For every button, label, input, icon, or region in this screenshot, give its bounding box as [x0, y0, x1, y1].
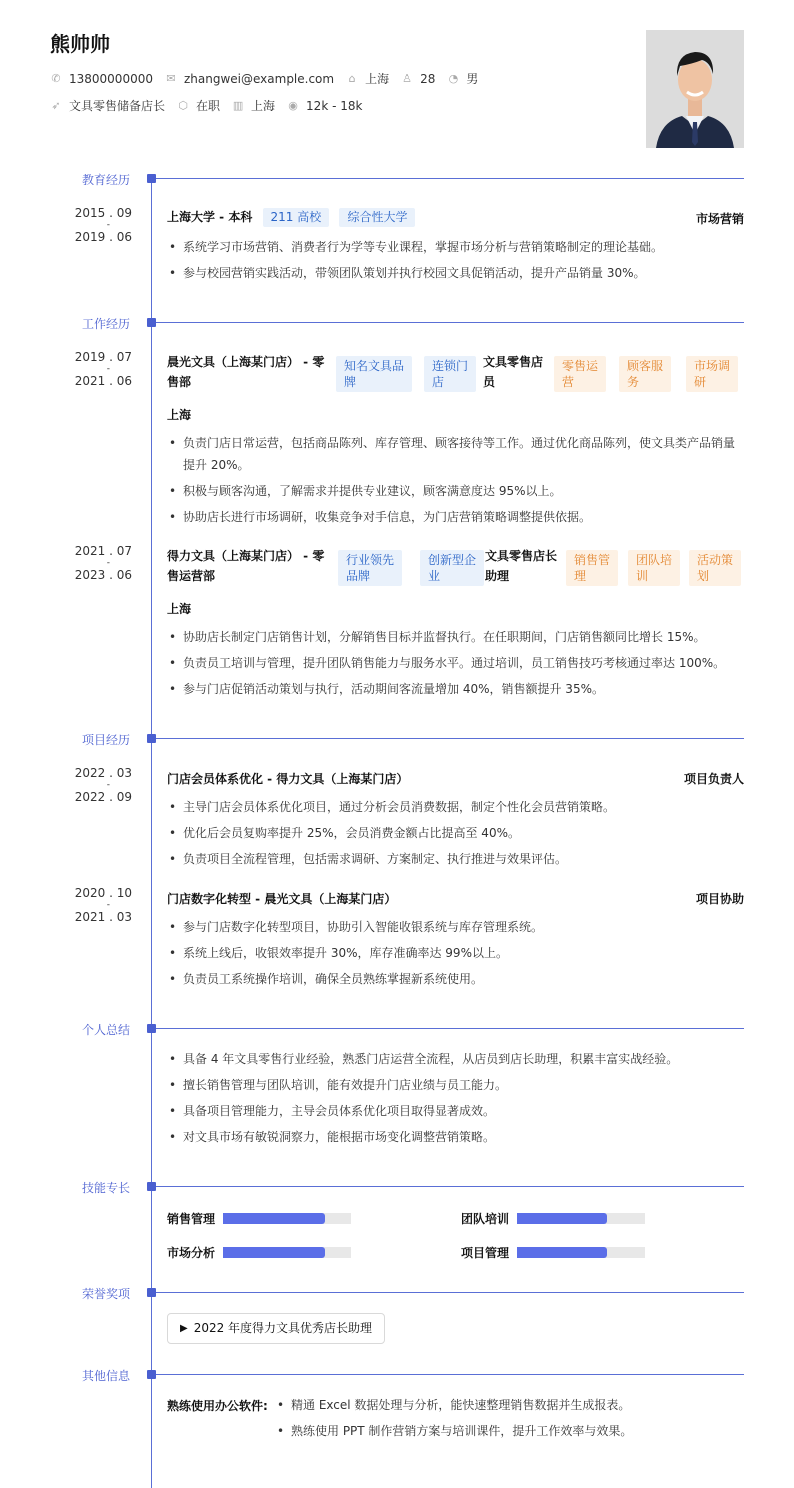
- mail-icon: ✉: [166, 71, 176, 85]
- education-end: 2019 . 06: [74, 230, 132, 244]
- work-company: 晨光文具（上海某门店） - 零 售部: [167, 355, 325, 389]
- other-label: 熟练使用办公软件:: [167, 1399, 268, 1413]
- skill-bar-fill: [223, 1247, 325, 1258]
- age-icon: ♙: [402, 71, 413, 85]
- skill-name: 项目管理: [461, 1246, 510, 1260]
- work-bullets: [167, 432, 744, 532]
- list-item: • 协助店长进行市场调研，收集竞争对手信息，为门店营销策略调整提供依据。: [167, 506, 744, 528]
- section-title-other: 其他信息: [81, 1369, 130, 1383]
- salary-icon: ◉: [288, 98, 298, 112]
- gender-icon: ◔: [448, 71, 459, 85]
- list-item: • 参与校园营销实践活动，带领团队策划并执行校园文具促销活动，提升产品销量 30%。: [167, 260, 744, 286]
- work-role: 文具零售店长 助理: [485, 549, 558, 583]
- target-city: 上海: [251, 99, 276, 113]
- job-status: 在职: [196, 99, 221, 113]
- list-item: • 负责门店日常运营，包括商品陈列、库存管理、顾客接待等工作。通过优化商品陈列，使文具类产品销量提升 20%。: [167, 432, 744, 476]
- education-bullets: [167, 234, 744, 286]
- email-value: zhangwei@example.com: [183, 71, 335, 86]
- section-divider: [156, 1028, 744, 1029]
- project-title: 门店会员体系优化 - 得力文具（上海某门店）: [167, 772, 409, 786]
- project-title: 门店数字化转型 - 晨光文具（上海某门店）: [167, 892, 397, 906]
- company-tag: 连锁门 店: [424, 356, 476, 392]
- list-item: • 熟练使用 PPT 制作营销方案与培训课件，提升工作效率与效果。: [275, 1418, 632, 1444]
- list-item: • 对文具市场有敏锐洞察力，能根据市场变化调整营销策略。: [167, 1124, 744, 1150]
- project-date: 2022 . 03 - 2022 . 09: [74, 766, 132, 804]
- skill-bar: [223, 1247, 351, 1258]
- skill-name: 销售管理: [167, 1212, 216, 1226]
- work-date: 2019 . 07 - 2021 . 06: [74, 350, 132, 388]
- role-tag: 销售管 理: [566, 550, 618, 586]
- other-bullets: [275, 1392, 632, 1444]
- send-icon: ➶: [51, 98, 61, 112]
- phone-icon: ✆: [51, 71, 61, 85]
- skill-item: [167, 1244, 351, 1261]
- skill-bar: [517, 1213, 645, 1224]
- role-tag: 顾客服 务: [619, 356, 671, 392]
- section-title-awards: 荣誉奖项: [81, 1287, 130, 1301]
- work-city: 上海: [167, 602, 192, 616]
- section-title-work: 工作经历: [81, 317, 130, 331]
- work-start: 2021 . 07: [74, 544, 132, 558]
- skill-bar: [223, 1213, 351, 1224]
- section-dot: [147, 1288, 156, 1297]
- school-tag: 综合性大学: [339, 208, 415, 227]
- award-text: 2022 年度得力文具优秀店长助理: [193, 1321, 373, 1335]
- intent-row: [50, 97, 374, 114]
- section-divider: [156, 738, 744, 739]
- company-tag: 行业领先 品牌: [338, 550, 402, 586]
- education-header: [167, 208, 744, 227]
- list-item: • 负责员工系统操作培训，确保全员熟练掌握新系统使用。: [167, 966, 744, 992]
- section-dot: [147, 1182, 156, 1191]
- section-title-skills: 技能专长: [81, 1181, 130, 1195]
- status-icon: ⬡: [178, 98, 188, 112]
- work-start: 2019 . 07: [74, 350, 132, 364]
- work-company: 得力文具（上海某门店） - 零 售运营部: [167, 549, 325, 583]
- skill-name: 市场分析: [167, 1246, 216, 1260]
- list-item: • 负责项目全流程管理，包括需求调研、方案制定、执行推进与效果评估。: [167, 846, 744, 872]
- section-title-summary: 个人总结: [81, 1023, 130, 1037]
- work-date: 2021 . 07 - 2023 . 06: [74, 544, 132, 582]
- list-item: • 系统上线后，收银效率提升 30%，库存准确率达 99%以上。: [167, 940, 744, 966]
- work-bullets: [167, 624, 744, 702]
- list-item: • 参与门店促销活动策划与执行，活动期间客流量增加 40%，销售额提升 35%。: [167, 676, 744, 702]
- summary-bullets: [167, 1046, 744, 1150]
- school-tag: 211 高校: [263, 208, 330, 227]
- work-city: 上海: [167, 408, 192, 422]
- section-dot: [147, 1370, 156, 1379]
- phone-value: 13800000000: [69, 71, 153, 86]
- section-dot: [147, 174, 156, 183]
- section-dot: [147, 1024, 156, 1033]
- gender-value: 男: [466, 72, 479, 86]
- section-divider: [156, 1186, 744, 1187]
- list-item: • 协助店长制定门店销售计划，分解销售目标并监督执行。在任职期间，门店销售额同比增长 15%。: [167, 624, 744, 650]
- section-title-project: 项目经历: [81, 733, 130, 747]
- list-item: • 擅长销售管理与团队培训，能有效提升门店业绩与员工能力。: [167, 1072, 744, 1098]
- section-title-education: 教育经历: [81, 173, 130, 187]
- project-role: 项目协助: [695, 892, 744, 906]
- project-bullets: [167, 914, 744, 992]
- project-bullets: [167, 794, 744, 872]
- award-item: [167, 1313, 385, 1344]
- play-triangle-icon: ▶: [180, 1323, 188, 1334]
- list-item: • 参与门店数字化转型项目，协助引入智能收银系统与库存管理系统。: [167, 914, 744, 940]
- list-item: • 精通 Excel 数据处理与分析，能快速整理销售数据并生成报表。: [275, 1392, 632, 1418]
- list-item: • 积极与顾客沟通，了解需求并提供专业建议，顾客满意度达 95%以上。: [167, 480, 744, 502]
- skill-bar: [517, 1247, 645, 1258]
- role-tag: 市场调 研: [686, 356, 738, 392]
- section-divider: [156, 1292, 744, 1293]
- list-item: • 优化后会员复购率提升 25%，会员消费金额占比提高至 40%。: [167, 820, 744, 846]
- work-end: 2021 . 06: [74, 374, 132, 388]
- list-item: • 系统学习市场营销、消费者行为学等专业课程，掌握市场分析与营销策略制定的理论基础。: [167, 234, 744, 260]
- work-end: 2023 . 06: [74, 568, 132, 582]
- project-date: 2020 . 10 - 2021 . 03: [74, 886, 132, 924]
- list-item: • 主导门店会员体系优化项目，通过分析会员消费数据，制定个性化会员营销策略。: [167, 794, 744, 820]
- skill-bar-fill: [517, 1247, 607, 1258]
- candidate-name: 熊帅帅: [50, 32, 110, 56]
- building-icon: ▥: [232, 98, 244, 112]
- location-value: 上海: [365, 72, 390, 86]
- list-item: • 具备 4 年文具零售行业经验，熟悉门店运营全流程，从店员到店长助理，积累丰富实战经验。: [167, 1046, 744, 1072]
- role-tag: 活动策 划: [689, 550, 741, 586]
- skill-bar-fill: [517, 1213, 607, 1224]
- role-tag: 团队培 训: [628, 550, 680, 586]
- skill-item: [461, 1244, 645, 1261]
- section-divider: [156, 322, 744, 323]
- list-item: • 负责员工培训与管理，提升团队销售能力与服务水平。通过培训，员工销售技巧考核通过率达 100%。: [167, 650, 744, 676]
- contact-row: [50, 70, 490, 87]
- role-tag: 零售运 营: [554, 356, 606, 392]
- work-role: 文具零售店 员: [483, 355, 544, 389]
- education-start: 2015 . 09: [74, 206, 132, 220]
- company-tag: 知名文具品 牌: [336, 356, 412, 392]
- major: 市场营销: [695, 212, 744, 226]
- profile-photo: [646, 30, 744, 148]
- section-dot: [147, 318, 156, 327]
- skill-item: [461, 1210, 645, 1227]
- section-divider: [156, 1374, 744, 1375]
- section-divider: [156, 178, 744, 179]
- age-value: 28: [420, 71, 436, 86]
- company-tag: 创新型企 业: [420, 550, 484, 586]
- skill-item: [167, 1210, 351, 1227]
- education-date: 2015 . 09 - 2019 . 06: [74, 206, 132, 244]
- job-target: 文具零售储备店长: [69, 99, 166, 113]
- skill-name: 团队培训: [461, 1212, 510, 1226]
- school-name: 上海大学 - 本科: [167, 210, 253, 224]
- salary-range: 12k - 18k: [306, 98, 363, 113]
- home-icon: ⌂: [348, 71, 356, 85]
- list-item: • 具备项目管理能力，主导会员体系优化项目取得显著成效。: [167, 1098, 744, 1124]
- section-dot: [147, 734, 156, 743]
- skill-bar-fill: [223, 1213, 325, 1224]
- project-role: 项目负责人: [683, 772, 744, 786]
